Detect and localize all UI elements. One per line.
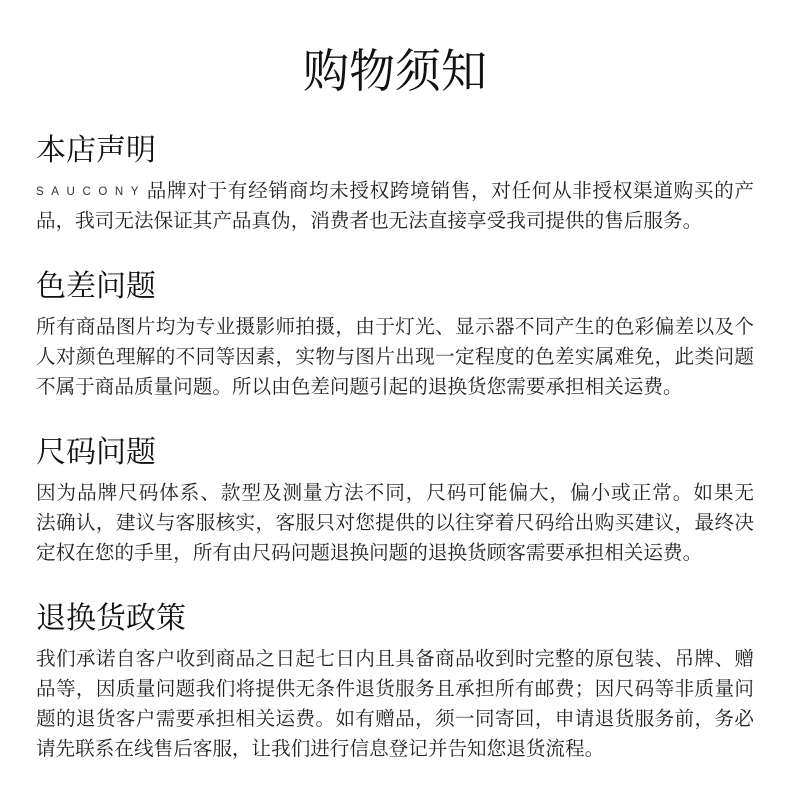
section-heading: 色差问题: [36, 270, 156, 303]
body-line: 品，我司无法保证其产品真伪，消费者也无法直接享受我司提供的售后服务。: [36, 210, 703, 232]
body-line: 因为品牌尺码体系、款型及测量方法不同，尺码可能偏大，偏小或正常。如果无: [36, 482, 754, 504]
section-size-issues: [36, 435, 754, 568]
body-line: 定权在您的手里，所有由尺码问题退换问题的退换货顾客需要承担相关运费。: [36, 542, 703, 564]
section-body: [36, 478, 754, 568]
section-color-difference: [36, 269, 754, 402]
brand-wordmark: SAUCONY: [36, 186, 147, 198]
body-line: 品等，因质量问题我们将提供无条件退货服务且承担所有邮费；因尺码等非质量问: [36, 678, 754, 700]
section-heading: 尺码问题: [36, 436, 156, 469]
section-heading: 本店声明: [36, 134, 156, 167]
section-body: [36, 176, 754, 236]
body-line: 所有商品图片均为专业摄影师拍摄，由于灯光、显示器不同产生的色彩偏差以及个: [36, 316, 754, 338]
body-line: 人对颜色理解的不同等因素，实物与图片出现一定程度的色差实属难免，此类问题: [36, 346, 754, 368]
body-line: 法确认，建议与客服核实，客服只对您提供的以往穿着尺码给出购买建议，最终决: [36, 512, 754, 534]
page-title: 购物须知: [303, 45, 487, 97]
section-heading: 退换货政策: [36, 602, 186, 635]
body-line: 不属于商品质量问题。所以由色差问题引起的退换货您需要承担相关运费。: [36, 376, 683, 398]
section-return-policy: [36, 601, 754, 764]
section-body: [36, 644, 754, 764]
section-body: [36, 312, 754, 402]
body-line: [36, 176, 754, 206]
section-store-statement: [36, 133, 754, 236]
body-line: 请先联系在线售后客服，让我们进行信息登记并告知您退货流程。: [36, 738, 605, 760]
body-line: 题的退货客户需要承担相关运费。如有赠品，须一同寄回，申请退货服务前，务必: [36, 708, 754, 730]
body-line: 我们承诺自客户收到商品之日起七日内且具备商品收到时完整的原包装、吊牌、赠: [36, 648, 754, 670]
body-line-text: 品牌对于有经销商均未授权跨境销售，对任何从非授权渠道购买的产: [146, 180, 754, 202]
